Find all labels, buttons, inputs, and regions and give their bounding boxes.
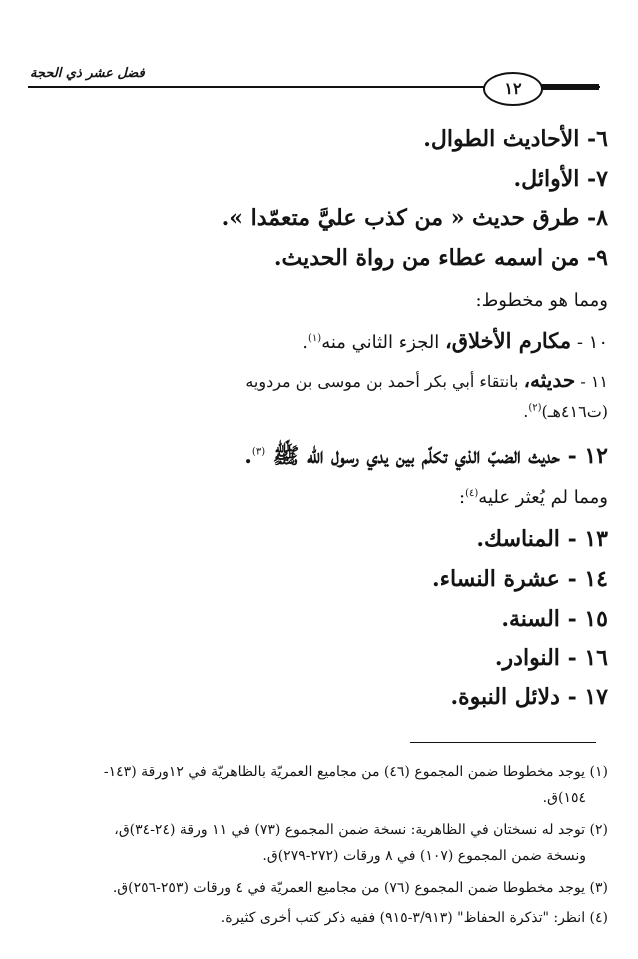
item-title: حديثه، [523, 368, 576, 392]
item-text: دلائل النبوة. [450, 684, 560, 710]
item-number: ٨- [587, 205, 608, 231]
item-number: ١٥ - [567, 606, 608, 632]
item-number: ٦- [587, 126, 608, 152]
item-text: النوادر. [494, 645, 560, 671]
list-item [432, 566, 608, 592]
list-item [450, 684, 608, 710]
footnote-separator [410, 742, 596, 743]
item-text: الأحاديث الطوال. [423, 126, 580, 152]
item-text: من اسمه عطاء من رواة الحديث. [273, 245, 580, 271]
list-item [476, 526, 608, 552]
item-number: ١٤ - [567, 566, 608, 592]
item-number: ١٧ - [567, 684, 608, 710]
item-text: حديث الضبّ الذي تكلّم بين يدي رسول الله ﷺ [272, 443, 560, 469]
footnote-1-continuation: ١٥٤)ق. [542, 790, 586, 806]
list-item [222, 205, 608, 231]
item-text: السنة. [501, 606, 560, 632]
footnote-4: (٤) انظر: "تذكرة الحفاظ" (٣/٩١٣-٩١٥) ففيه ذكر كتب أخرى كثيرة. [220, 910, 608, 926]
footnote-2-continuation: ونسخة ضمن المجموع (١٠٧) في ٨ ورقات (٢٧٢-٢٧٩)ق. [262, 848, 586, 864]
item-number: ١٠ - [576, 332, 608, 353]
running-header-title: فضل عشر ذي الحجة [30, 66, 145, 81]
item-number: ٧- [587, 166, 608, 192]
footnote-ref: (١) [308, 333, 322, 344]
item-number: ١٦ - [567, 645, 608, 671]
section-heading-not-found: ومما لم يُعثر عليه$^{(٤)}$: [459, 487, 608, 508]
footnote-1: (١) يوجد مخطوطا ضمن المجموع (٤٦) من مجاميع العمريّة بالظاهريّة في ١٢ورقة (١٤٣- [103, 764, 608, 780]
list-item [245, 368, 608, 392]
item-number: ١١ - [580, 372, 608, 391]
footnote-3: (٣) يوجد مخطوطا ضمن المجموع (٧٦) من مجاميع العمريّة في ٤ ورقات (٢٥٣-٢٥٦)ق. [112, 880, 608, 896]
item-number: ١٣ - [567, 526, 608, 552]
item-title: مكارم الأخلاق، [445, 328, 572, 353]
footnote-2: (٢) توجد له نسختان في الظاهرية: نسخة ضمن المجموع (٧٣) في ١١ ورقة (٢٤-٣٤)ق، [114, 822, 608, 838]
footnote-ref: (٣) [251, 446, 266, 458]
item-text: الجزء الثاني منه [321, 332, 440, 353]
list-item-continuation: (ت٤١٦هـ)$^{(٢)}$. [523, 402, 608, 421]
list-item: ١٢ - حديث الضبّ الذي تكلّم بين يدي رسول الله ﷺ $^{(٣)}$. [244, 443, 608, 469]
list-item: ١٠ - مكارم الأخلاق، الجزء الثاني منه$^{(١)}$. [302, 328, 608, 353]
list-item [501, 606, 608, 632]
footnote-ref: (٤) [465, 488, 479, 499]
item-text: عشرة النساء. [432, 566, 560, 592]
item-text: الأوائل. [513, 166, 580, 192]
header-rule-thick [537, 84, 599, 90]
item-number: ١٢ - [567, 443, 608, 469]
list-item [514, 166, 608, 192]
footnote-ref: (٢) [528, 402, 542, 414]
item-text: المناسك. [476, 526, 560, 552]
page-number: ١٢ [483, 72, 543, 106]
item-number: ٩- [587, 245, 608, 271]
list-item [423, 126, 608, 152]
section-heading-manuscript: ومما هو مخطوط: [475, 290, 608, 311]
list-item [274, 245, 608, 271]
item-text: بانتقاء أبي بكر أحمد بن موسى بن مردويه [245, 372, 519, 391]
list-item [495, 645, 608, 671]
item-text: طرق حديث « من كذب عليَّ متعمّدا ». [221, 205, 580, 231]
